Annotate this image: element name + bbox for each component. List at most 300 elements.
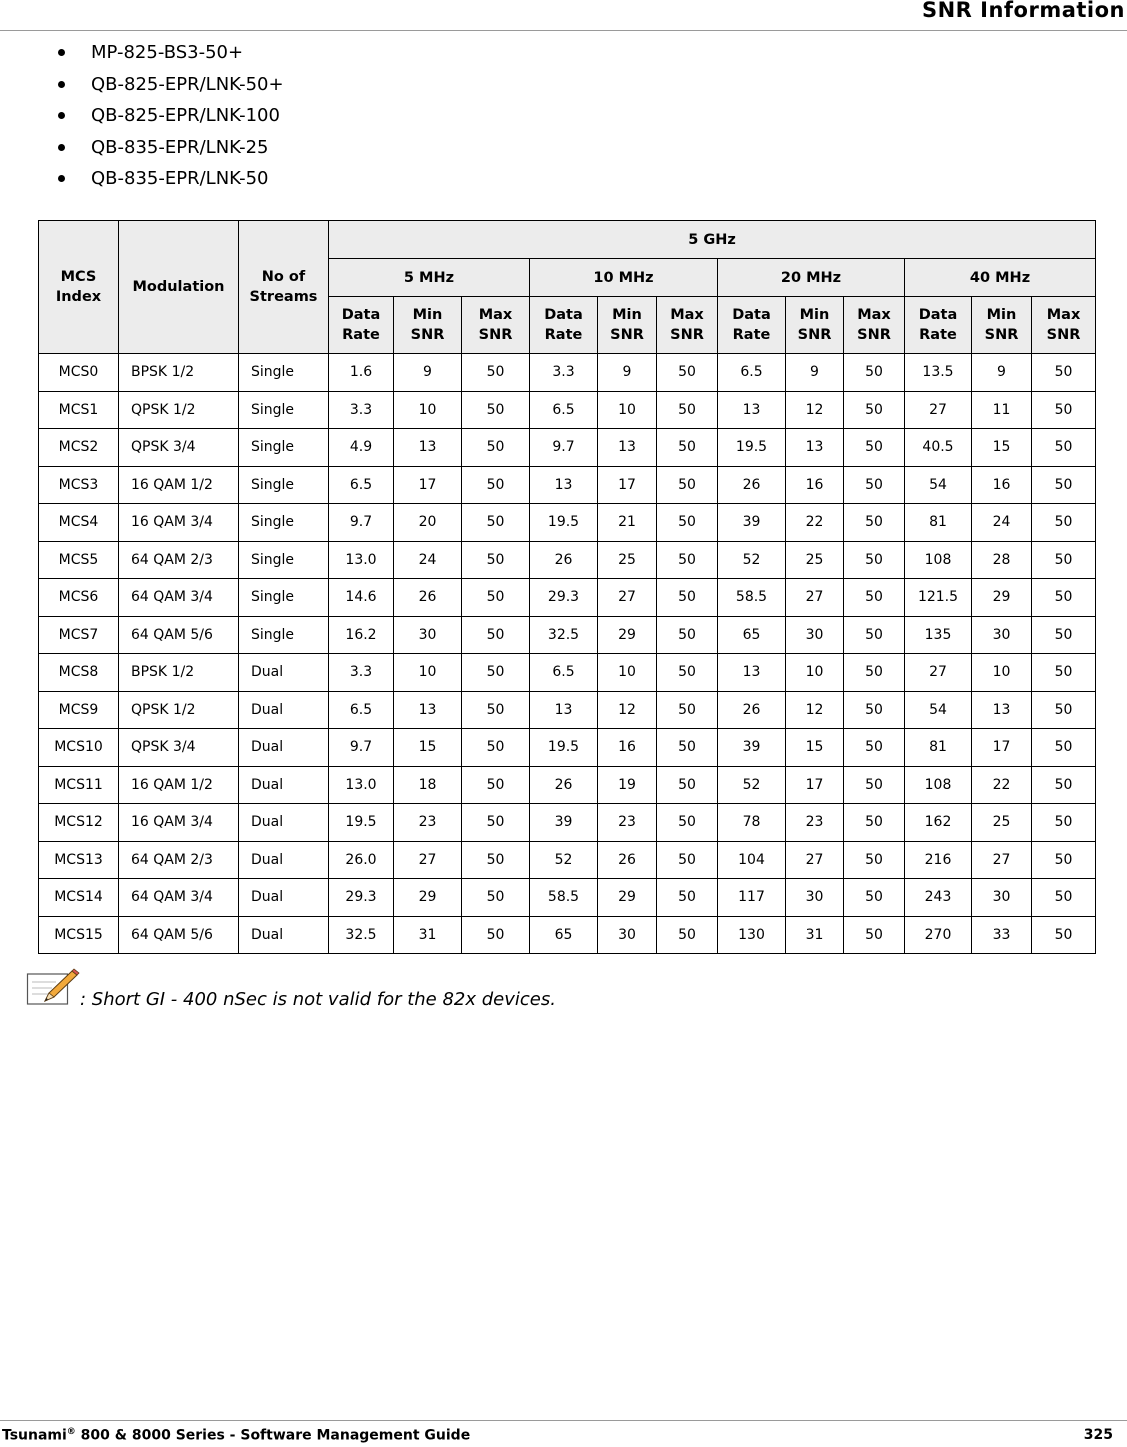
- header-width-40mhz: 40 MHz: [905, 259, 1096, 297]
- table-cell: 50: [462, 916, 530, 954]
- table-cell: 50: [657, 354, 718, 392]
- table-cell: 14.6: [329, 579, 394, 617]
- table-cell: 9: [394, 354, 462, 392]
- cell-streams: Dual: [239, 729, 329, 767]
- footer-guide: 800 & 8000 Series - Software Management Guide: [75, 1427, 471, 1444]
- table-cell: 121.5: [905, 579, 972, 617]
- table-cell: 3.3: [329, 391, 394, 429]
- list-item: [58, 166, 284, 198]
- cell-mcs-index: MCS5: [39, 541, 119, 579]
- table-cell: 50: [1032, 804, 1096, 842]
- table-cell: 50: [1032, 654, 1096, 692]
- table-cell: 17: [786, 766, 844, 804]
- header-max-snr: Max SNR: [844, 297, 905, 354]
- table-cell: 162: [905, 804, 972, 842]
- footer-divider: [0, 1420, 1127, 1421]
- table-cell: 39: [718, 504, 786, 542]
- table-cell: 50: [1032, 691, 1096, 729]
- table-cell: 12: [598, 691, 657, 729]
- table-cell: 130: [718, 916, 786, 954]
- table-cell: 50: [462, 391, 530, 429]
- table-row: [39, 504, 1096, 542]
- table-cell: 9: [598, 354, 657, 392]
- table-cell: 27: [394, 841, 462, 879]
- registered-mark: ®: [66, 1427, 76, 1437]
- table-cell: 50: [657, 579, 718, 617]
- table-cell: 27: [905, 654, 972, 692]
- cell-streams: Dual: [239, 691, 329, 729]
- table-cell: 29: [598, 879, 657, 917]
- header-mcs-index: MCS Index: [39, 221, 119, 354]
- cell-mcs-index: MCS6: [39, 579, 119, 617]
- cell-mcs-index: MCS1: [39, 391, 119, 429]
- table-row: [39, 729, 1096, 767]
- list-item-label: QB-825-EPR/LNK-50+: [91, 73, 284, 95]
- table-cell: 13.0: [329, 766, 394, 804]
- table-cell: 29: [394, 879, 462, 917]
- page-header-title: SNR Information: [921, 0, 1125, 22]
- table-cell: 15: [394, 729, 462, 767]
- table-cell: 50: [844, 879, 905, 917]
- table-cell: 27: [786, 841, 844, 879]
- cell-streams: Single: [239, 429, 329, 467]
- table-cell: 58.5: [530, 879, 598, 917]
- table-cell: 22: [786, 504, 844, 542]
- header-min-snr: Min SNR: [972, 297, 1032, 354]
- table-cell: 26.0: [329, 841, 394, 879]
- table-cell: 27: [905, 391, 972, 429]
- table-cell: 9: [786, 354, 844, 392]
- table-row: [39, 841, 1096, 879]
- cell-streams: Single: [239, 579, 329, 617]
- table-cell: 12: [786, 691, 844, 729]
- bullet-icon: [58, 49, 65, 56]
- table-cell: 30: [972, 879, 1032, 917]
- header-min-snr: Min SNR: [598, 297, 657, 354]
- table-cell: 13: [972, 691, 1032, 729]
- table-cell: 10: [598, 391, 657, 429]
- table-cell: 50: [657, 541, 718, 579]
- table-cell: 13.0: [329, 541, 394, 579]
- cell-streams: Single: [239, 541, 329, 579]
- header-band: 5 GHz: [329, 221, 1096, 259]
- table-row: [39, 429, 1096, 467]
- table-cell: 13: [530, 691, 598, 729]
- table-cell: 17: [394, 466, 462, 504]
- cell-modulation: 64 QAM 5/6: [119, 916, 239, 954]
- cell-mcs-index: MCS12: [39, 804, 119, 842]
- cell-streams: Dual: [239, 804, 329, 842]
- table-cell: 50: [1032, 916, 1096, 954]
- header-width-10mhz: 10 MHz: [530, 259, 718, 297]
- table-cell: 16: [972, 466, 1032, 504]
- header-divider: [0, 30, 1127, 31]
- cell-streams: Single: [239, 504, 329, 542]
- cell-mcs-index: MCS10: [39, 729, 119, 767]
- table-cell: 9.7: [329, 729, 394, 767]
- cell-modulation: QPSK 3/4: [119, 729, 239, 767]
- header-width-20mhz: 20 MHz: [718, 259, 905, 297]
- table-cell: 27: [598, 579, 657, 617]
- cell-streams: Single: [239, 391, 329, 429]
- table-cell: 6.5: [329, 466, 394, 504]
- table-cell: 21: [598, 504, 657, 542]
- table-cell: 3.3: [329, 654, 394, 692]
- table-cell: 13: [598, 429, 657, 467]
- table-cell: 50: [1032, 541, 1096, 579]
- table-cell: 6.5: [530, 654, 598, 692]
- table-cell: 26: [718, 691, 786, 729]
- table-cell: 1.6: [329, 354, 394, 392]
- cell-streams: Dual: [239, 654, 329, 692]
- header-max-snr: Max SNR: [657, 297, 718, 354]
- table-cell: 25: [972, 804, 1032, 842]
- table-row: [39, 541, 1096, 579]
- table-cell: 50: [1032, 354, 1096, 392]
- cell-mcs-index: MCS2: [39, 429, 119, 467]
- table-cell: 29.3: [530, 579, 598, 617]
- table-cell: 50: [1032, 879, 1096, 917]
- table-cell: 50: [657, 391, 718, 429]
- table-cell: 50: [462, 841, 530, 879]
- table-cell: 13: [718, 391, 786, 429]
- note: [26, 968, 556, 1012]
- table-cell: 10: [394, 391, 462, 429]
- table-cell: 50: [844, 541, 905, 579]
- table-cell: 12: [786, 391, 844, 429]
- cell-modulation: 16 QAM 3/4: [119, 804, 239, 842]
- table-cell: 15: [972, 429, 1032, 467]
- list-item: [58, 40, 284, 72]
- table-cell: 50: [462, 766, 530, 804]
- list-item: [58, 72, 284, 104]
- table-cell: 20: [394, 504, 462, 542]
- table-cell: 19.5: [718, 429, 786, 467]
- table-cell: 30: [972, 616, 1032, 654]
- table-cell: 50: [1032, 729, 1096, 767]
- header-data-rate: Data Rate: [718, 297, 786, 354]
- cell-modulation: 16 QAM 1/2: [119, 766, 239, 804]
- table-cell: 50: [844, 579, 905, 617]
- cell-mcs-index: MCS4: [39, 504, 119, 542]
- table-cell: 108: [905, 541, 972, 579]
- table-cell: 3.3: [530, 354, 598, 392]
- note-text: : Short GI - 400 nSec is not valid for the 82x devices.: [80, 989, 556, 1010]
- list-item-label: QB-825-EPR/LNK-100: [91, 105, 280, 126]
- table-cell: 50: [657, 616, 718, 654]
- table-cell: 11: [972, 391, 1032, 429]
- table-cell: 50: [657, 504, 718, 542]
- cell-streams: Single: [239, 616, 329, 654]
- table-cell: 50: [657, 654, 718, 692]
- table-cell: 10: [598, 654, 657, 692]
- list-item-label: QB-835-EPR/LNK-50: [91, 168, 269, 189]
- cell-mcs-index: MCS13: [39, 841, 119, 879]
- cell-mcs-index: MCS15: [39, 916, 119, 954]
- table-cell: 30: [394, 616, 462, 654]
- table-cell: 26: [530, 541, 598, 579]
- table-cell: 54: [905, 466, 972, 504]
- table-cell: 16.2: [329, 616, 394, 654]
- table-cell: 50: [844, 616, 905, 654]
- cell-mcs-index: MCS9: [39, 691, 119, 729]
- table-cell: 50: [462, 579, 530, 617]
- table-cell: 13: [394, 691, 462, 729]
- table-cell: 50: [462, 541, 530, 579]
- bullet-icon: [58, 81, 65, 88]
- cell-mcs-index: MCS3: [39, 466, 119, 504]
- table-cell: 15: [786, 729, 844, 767]
- table-cell: 39: [530, 804, 598, 842]
- table-cell: 40.5: [905, 429, 972, 467]
- snr-table: [38, 220, 1096, 954]
- table-cell: 104: [718, 841, 786, 879]
- table-cell: 23: [598, 804, 657, 842]
- cell-streams: Single: [239, 466, 329, 504]
- table-cell: 50: [462, 616, 530, 654]
- table-cell: 50: [1032, 579, 1096, 617]
- table-cell: 39: [718, 729, 786, 767]
- table-row: [39, 466, 1096, 504]
- table-cell: 50: [657, 691, 718, 729]
- table-cell: 52: [718, 541, 786, 579]
- table-cell: 50: [462, 879, 530, 917]
- table-cell: 50: [844, 504, 905, 542]
- table-cell: 4.9: [329, 429, 394, 467]
- table-cell: 6.5: [718, 354, 786, 392]
- header-data-rate: Data Rate: [329, 297, 394, 354]
- table-cell: 33: [972, 916, 1032, 954]
- table-cell: 117: [718, 879, 786, 917]
- device-list: [58, 40, 284, 198]
- table-cell: 9.7: [329, 504, 394, 542]
- table-cell: 32.5: [329, 916, 394, 954]
- cell-mcs-index: MCS8: [39, 654, 119, 692]
- table-cell: 13: [394, 429, 462, 467]
- table-cell: 50: [1032, 616, 1096, 654]
- bullet-icon: [58, 144, 65, 151]
- table-cell: 50: [1032, 429, 1096, 467]
- table-cell: 10: [972, 654, 1032, 692]
- table-cell: 50: [844, 729, 905, 767]
- table-cell: 30: [598, 916, 657, 954]
- footer-brand: Tsunami: [2, 1427, 67, 1444]
- table-cell: 50: [657, 766, 718, 804]
- cell-modulation: BPSK 1/2: [119, 354, 239, 392]
- cell-mcs-index: MCS14: [39, 879, 119, 917]
- table-cell: 32.5: [530, 616, 598, 654]
- table-cell: 29: [972, 579, 1032, 617]
- table-cell: 13: [718, 654, 786, 692]
- cell-mcs-index: MCS0: [39, 354, 119, 392]
- table-cell: 50: [844, 766, 905, 804]
- table-cell: 50: [462, 691, 530, 729]
- table-row: [39, 766, 1096, 804]
- table-cell: 50: [844, 466, 905, 504]
- table-cell: 216: [905, 841, 972, 879]
- table-cell: 50: [462, 504, 530, 542]
- table-cell: 50: [1032, 391, 1096, 429]
- bullet-icon: [58, 112, 65, 119]
- table-cell: 13: [786, 429, 844, 467]
- snr-table-body: [39, 354, 1096, 954]
- table-cell: 50: [844, 691, 905, 729]
- table-cell: 50: [462, 729, 530, 767]
- table-cell: 26: [598, 841, 657, 879]
- header-width-5mhz: 5 MHz: [329, 259, 530, 297]
- cell-modulation: QPSK 3/4: [119, 429, 239, 467]
- table-cell: 81: [905, 729, 972, 767]
- table-cell: 9: [972, 354, 1032, 392]
- cell-streams: Single: [239, 354, 329, 392]
- header-modulation: Modulation: [119, 221, 239, 354]
- list-item: [58, 103, 284, 135]
- table-cell: 23: [786, 804, 844, 842]
- header-max-snr: Max SNR: [1032, 297, 1096, 354]
- table-cell: 16: [786, 466, 844, 504]
- table-cell: 10: [394, 654, 462, 692]
- cell-modulation: 16 QAM 3/4: [119, 504, 239, 542]
- table-cell: 50: [657, 729, 718, 767]
- table-cell: 50: [1032, 466, 1096, 504]
- table-cell: 50: [844, 804, 905, 842]
- table-cell: 27: [786, 579, 844, 617]
- table-cell: 24: [394, 541, 462, 579]
- table-cell: 50: [657, 804, 718, 842]
- table-row: [39, 654, 1096, 692]
- table-cell: 19: [598, 766, 657, 804]
- cell-streams: Dual: [239, 916, 329, 954]
- cell-mcs-index: MCS11: [39, 766, 119, 804]
- table-cell: 28: [972, 541, 1032, 579]
- cell-mcs-index: MCS7: [39, 616, 119, 654]
- header-min-snr: Min SNR: [786, 297, 844, 354]
- table-cell: 29: [598, 616, 657, 654]
- table-row: [39, 391, 1096, 429]
- table-row: [39, 804, 1096, 842]
- header-min-snr: Min SNR: [394, 297, 462, 354]
- table-cell: 50: [657, 916, 718, 954]
- table-cell: 13.5: [905, 354, 972, 392]
- table-cell: 50: [462, 804, 530, 842]
- table-cell: 50: [657, 879, 718, 917]
- table-cell: 23: [394, 804, 462, 842]
- table-cell: 13: [530, 466, 598, 504]
- cell-modulation: 64 QAM 2/3: [119, 841, 239, 879]
- table-cell: 50: [657, 466, 718, 504]
- cell-modulation: 16 QAM 1/2: [119, 466, 239, 504]
- table-cell: 50: [1032, 841, 1096, 879]
- table-row: [39, 579, 1096, 617]
- table-cell: 50: [462, 654, 530, 692]
- table-cell: 50: [844, 841, 905, 879]
- table-cell: 17: [972, 729, 1032, 767]
- table-cell: 243: [905, 879, 972, 917]
- table-row: [39, 354, 1096, 392]
- table-cell: 18: [394, 766, 462, 804]
- cell-modulation: QPSK 1/2: [119, 691, 239, 729]
- table-row: [39, 691, 1096, 729]
- table-cell: 58.5: [718, 579, 786, 617]
- table-row: [39, 879, 1096, 917]
- table-cell: 50: [844, 916, 905, 954]
- table-cell: 6.5: [530, 391, 598, 429]
- table-row: [39, 616, 1096, 654]
- cell-modulation: 64 QAM 2/3: [119, 541, 239, 579]
- table-cell: 31: [786, 916, 844, 954]
- list-item-label: MP-825-BS3-50+: [91, 42, 244, 63]
- table-cell: 19.5: [530, 504, 598, 542]
- cell-modulation: 64 QAM 3/4: [119, 879, 239, 917]
- table-cell: 19.5: [329, 804, 394, 842]
- table-cell: 50: [1032, 504, 1096, 542]
- header-data-rate: Data Rate: [530, 297, 598, 354]
- table-cell: 50: [462, 354, 530, 392]
- table-cell: 78: [718, 804, 786, 842]
- header-max-snr: Max SNR: [462, 297, 530, 354]
- table-cell: 50: [844, 429, 905, 467]
- table-cell: 65: [530, 916, 598, 954]
- table-cell: 17: [598, 466, 657, 504]
- table-cell: 52: [530, 841, 598, 879]
- table-cell: 50: [462, 429, 530, 467]
- table-cell: 135: [905, 616, 972, 654]
- table-cell: 24: [972, 504, 1032, 542]
- table-cell: 25: [598, 541, 657, 579]
- list-item-label: QB-835-EPR/LNK-25: [91, 136, 269, 158]
- header-data-rate: Data Rate: [905, 297, 972, 354]
- table-cell: 26: [530, 766, 598, 804]
- table-cell: 30: [786, 616, 844, 654]
- table-cell: 26: [394, 579, 462, 617]
- cell-streams: Dual: [239, 841, 329, 879]
- cell-modulation: QPSK 1/2: [119, 391, 239, 429]
- table-cell: 31: [394, 916, 462, 954]
- table-cell: 81: [905, 504, 972, 542]
- table-cell: 52: [718, 766, 786, 804]
- table-cell: 50: [462, 466, 530, 504]
- footer-guide-title: [2, 1427, 470, 1444]
- table-cell: 22: [972, 766, 1032, 804]
- table-cell: 26: [718, 466, 786, 504]
- page-number: 325: [1083, 1427, 1113, 1443]
- table-cell: 25: [786, 541, 844, 579]
- pencil-note-icon: [26, 968, 82, 1006]
- table-cell: 27: [972, 841, 1032, 879]
- cell-modulation: 64 QAM 5/6: [119, 616, 239, 654]
- table-cell: 10: [786, 654, 844, 692]
- table-cell: 16: [598, 729, 657, 767]
- table-cell: 19.5: [530, 729, 598, 767]
- table-cell: 50: [844, 354, 905, 392]
- cell-streams: Dual: [239, 766, 329, 804]
- list-item: [58, 135, 284, 167]
- cell-modulation: 64 QAM 3/4: [119, 579, 239, 617]
- table-cell: 50: [1032, 766, 1096, 804]
- cell-modulation: BPSK 1/2: [119, 654, 239, 692]
- table-cell: 65: [718, 616, 786, 654]
- table-cell: 54: [905, 691, 972, 729]
- header-streams: No of Streams: [239, 221, 329, 354]
- table-cell: 50: [657, 429, 718, 467]
- cell-streams: Dual: [239, 879, 329, 917]
- table-cell: 50: [844, 391, 905, 429]
- table-row: [39, 916, 1096, 954]
- table-cell: 50: [657, 841, 718, 879]
- bullet-icon: [58, 175, 65, 182]
- table-cell: 9.7: [530, 429, 598, 467]
- table-cell: 270: [905, 916, 972, 954]
